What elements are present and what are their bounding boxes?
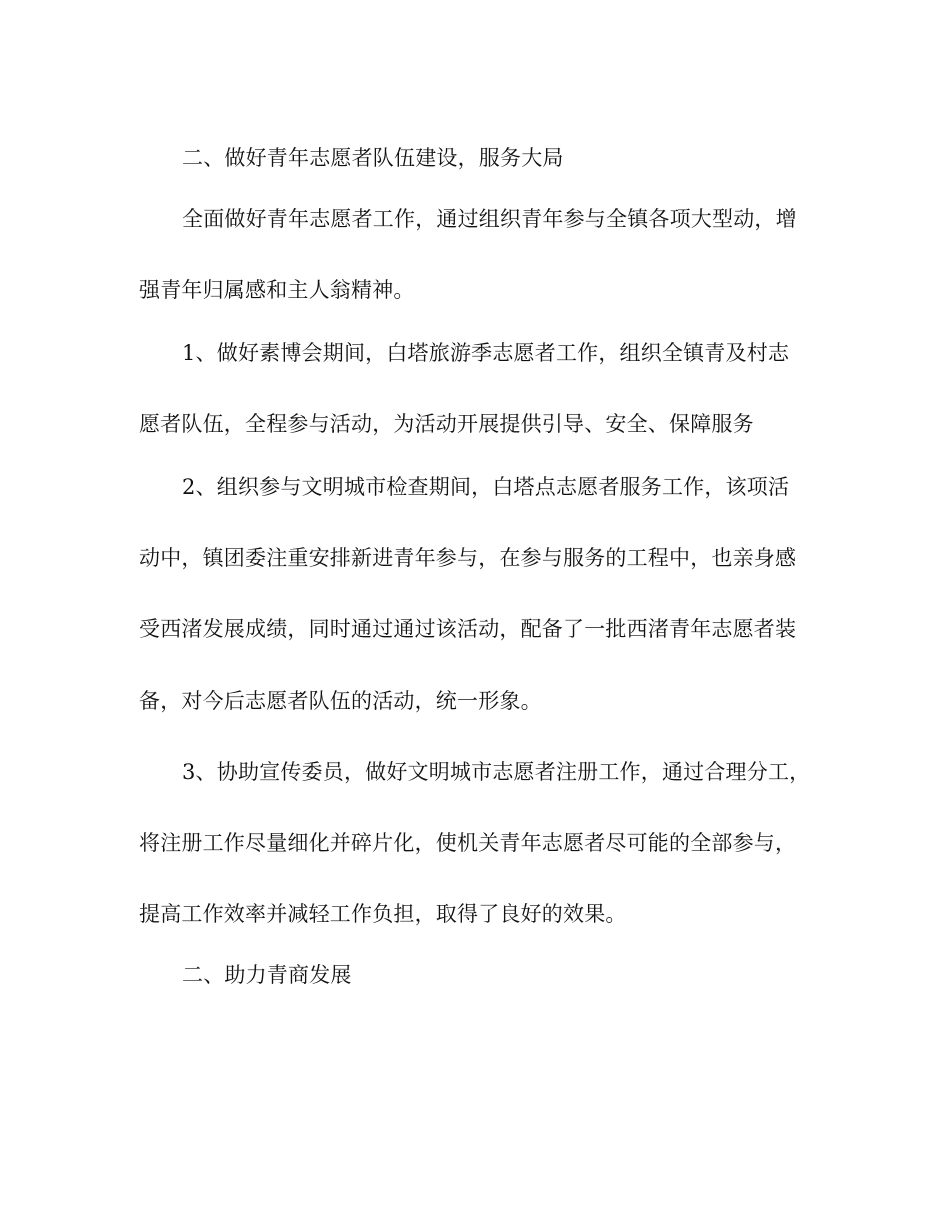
list-item-line: 1、做好素博会期间，白塔旅游季志愿者工作，组织全镇青及村志 [182,341,790,365]
list-item-line: 受西渚发展成绩，同时通过通过该活动，配备了一批西渚青年志愿者装 [139,617,797,641]
list-item-line: 3、协助宣传委员，做好文明城市志愿者注册工作，通过合理分工， [182,760,811,784]
list-item-line: 2、组织参与文明城市检查期间，白塔点志愿者服务工作，该项活 [182,475,790,499]
list-item-line: 备，对今后志愿者队伍的活动，统一形象。 [139,689,542,713]
section-heading: 二、助力青商发展 [182,963,352,987]
list-item-line: 提高工作效率并减轻工作负担，取得了良好的效果。 [139,902,627,926]
list-item-line: 愿者队伍，全程参与活动，为活动开展提供引导、安全、保障服务 [139,412,754,436]
paragraph-line: 强青年归属感和主人翁精神。 [139,278,415,302]
section-heading: 二、做好青年志愿者队伍建设，服务大局 [182,146,564,170]
list-item-line: 动中，镇团委注重安排新进青年参与，在参与服务的工程中，也亲身感 [139,546,797,570]
paragraph-line: 全面做好青年志愿者工作，通过组织青年参与全镇各项大型动，增 [182,207,797,231]
list-item-line: 将注册工作尽量细化并碎片化，使机关青年志愿者尽可能的全部参与， [139,831,797,855]
